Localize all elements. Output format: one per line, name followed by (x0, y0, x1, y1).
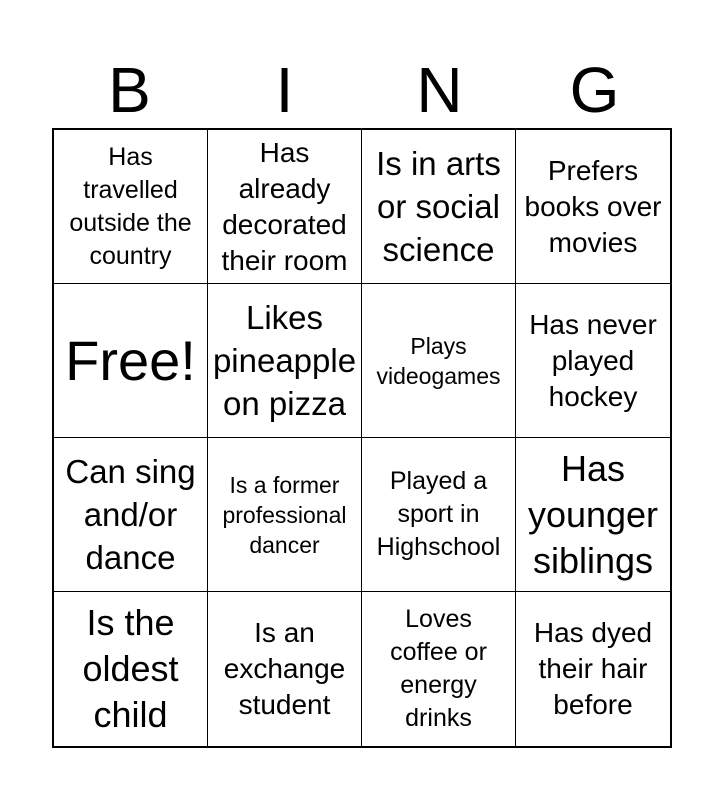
bingo-cell-r1c1[interactable] (54, 130, 208, 284)
cell-text: Is the oldest child (82, 602, 179, 735)
bingo-cell-r3c1[interactable] (54, 438, 208, 592)
cell-text: Loves coffee or energy drinks (390, 605, 487, 732)
cell-text: Free! (65, 328, 196, 392)
cell-text: Has dyed their hair before (533, 617, 653, 720)
bingo-cell-r2c3[interactable] (362, 284, 516, 438)
header-letter-b: B (108, 54, 151, 126)
cell-text: Played a sport in Highschool (376, 467, 501, 561)
bingo-cell-free[interactable] (54, 284, 208, 438)
bingo-cell-r4c1[interactable] (54, 592, 208, 746)
bingo-cell-r1c3[interactable] (362, 130, 516, 284)
cell-text: Has already decorated their room (221, 136, 348, 276)
bingo-header (52, 52, 672, 128)
bingo-cell-r2c4[interactable] (516, 284, 670, 438)
cell-text: Plays videogames (376, 332, 501, 389)
bingo-cell-r1c4[interactable] (516, 130, 670, 284)
bingo-cell-r3c4[interactable] (516, 438, 670, 592)
cell-text: Has travelled outside the country (69, 142, 192, 270)
bingo-board (52, 128, 672, 748)
bingo-cell-r4c4[interactable] (516, 592, 670, 746)
cell-text: Prefers books over movies (524, 154, 662, 258)
bingo-cell-r4c3[interactable] (362, 592, 516, 746)
cell-text: Likes pineapple on pizza (212, 299, 357, 422)
cell-text: Has younger siblings (527, 447, 659, 581)
header-letter-g: G (569, 54, 620, 126)
cell-text: Can sing and/or dance (65, 453, 196, 576)
cell-text: Is a former professional dancer (222, 471, 347, 558)
bingo-cell-r4c2[interactable] (208, 592, 362, 746)
header-letter-i: I (275, 54, 294, 126)
bingo-cell-r1c2[interactable] (208, 130, 362, 284)
cell-text: Has never played hockey (529, 308, 657, 412)
header-letter-n: N (416, 54, 463, 126)
bingo-cell-r2c2[interactable] (208, 284, 362, 438)
bingo-cell-r3c3[interactable] (362, 438, 516, 592)
cell-text: Is in arts or social science (376, 145, 501, 268)
cell-text: Is an exchange student (223, 617, 346, 720)
bingo-cell-r3c2[interactable] (208, 438, 362, 592)
